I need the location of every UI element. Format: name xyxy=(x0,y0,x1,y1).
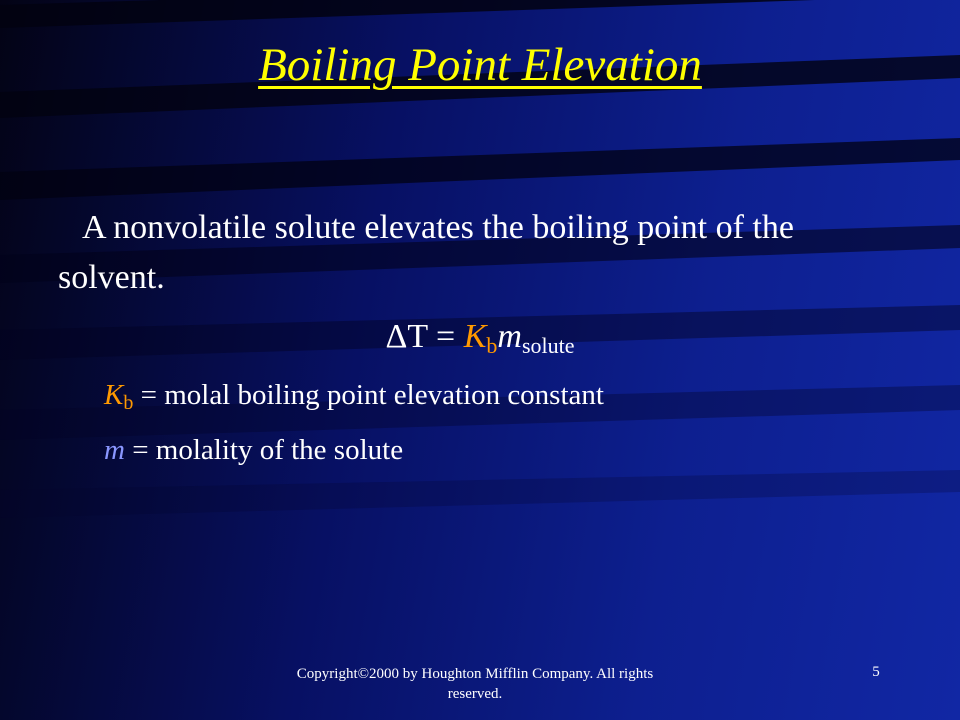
definition-kb xyxy=(104,379,604,412)
equation-k-sub: b xyxy=(486,333,498,358)
streak-1 xyxy=(0,0,960,28)
body-paragraph: A nonvolatile solute elevates the boiling point of the solvent. xyxy=(58,209,794,296)
equation-equals: = xyxy=(436,318,456,355)
copyright-footer: Copyright©2000 by Houghton Mifflin Company. All rights reserved. xyxy=(296,666,654,702)
equation-delta-t: ΔT xyxy=(385,318,428,355)
definition-kb-text: = molal boiling point elevation constant xyxy=(140,379,604,411)
page-number: 5 xyxy=(872,664,880,680)
equation-m: m xyxy=(497,318,522,355)
equation-m-sub: solute xyxy=(521,333,575,358)
equation-k: K xyxy=(463,318,487,355)
definition-kb-letter: K xyxy=(104,379,124,411)
definition-m-text: = molality of the solute xyxy=(132,434,404,466)
definition-m xyxy=(104,434,403,467)
boiling-point-equation xyxy=(0,318,960,356)
definition-kb-symbol xyxy=(104,379,134,414)
definition-m-symbol: m xyxy=(104,434,125,466)
slide-title: Boiling Point Elevation xyxy=(258,39,702,91)
streak-3 xyxy=(0,138,960,200)
definition-kb-sub: b xyxy=(123,392,134,414)
streak-7 xyxy=(0,470,960,518)
